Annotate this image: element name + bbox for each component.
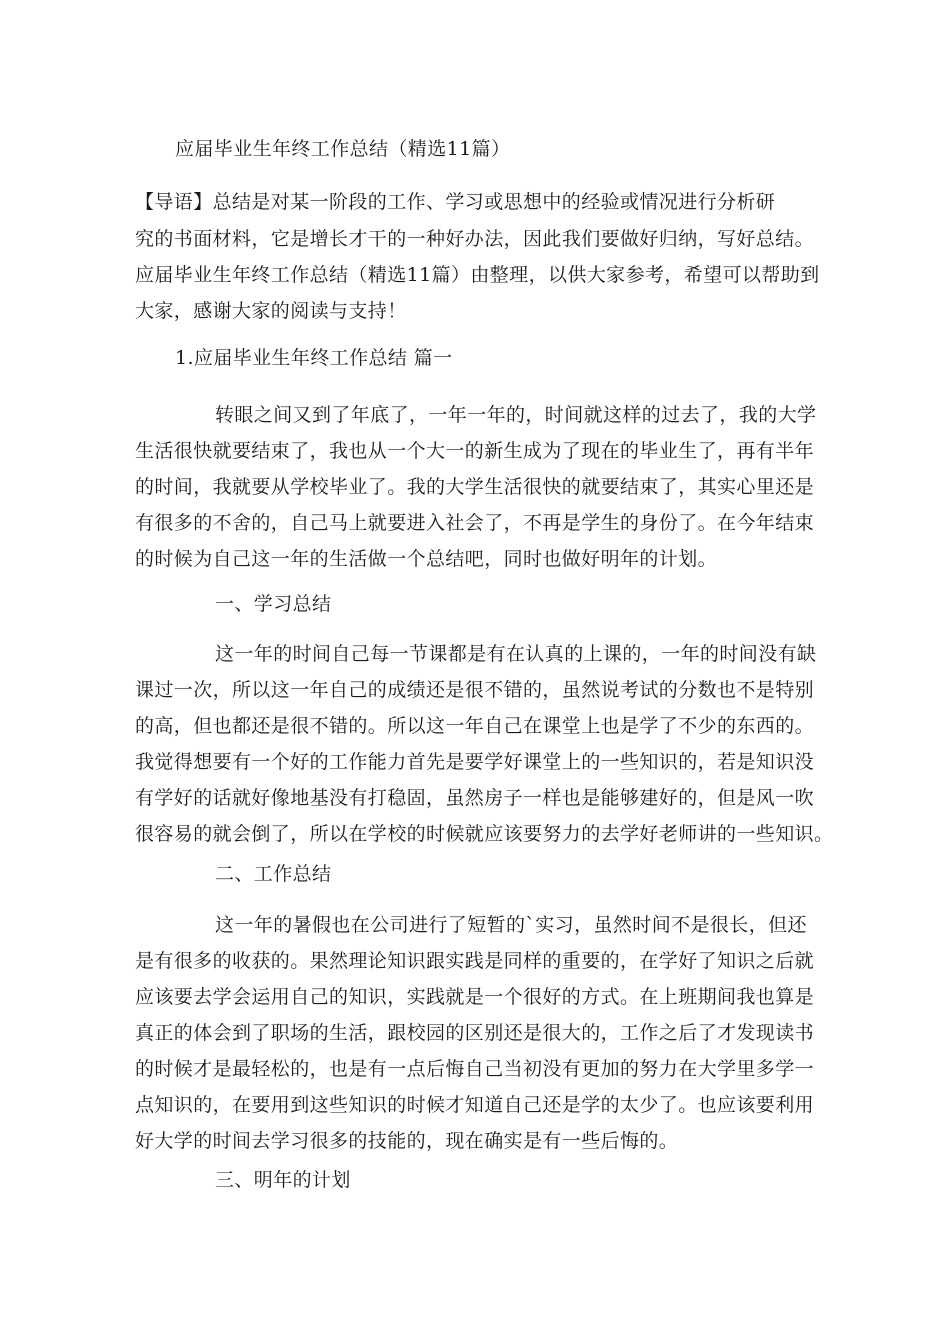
intro-line: 应届毕业生年终工作总结（精选11篇）由整理，以供大家参考，希望可以帮助到 <box>135 264 820 286</box>
paragraph-line: 生活很快就要结束了，我也从一个大一的新生成为了现在的毕业生了，再有半年 <box>135 440 815 462</box>
article-heading: 1.应届毕业生年终工作总结 篇一 <box>175 347 453 369</box>
section-heading-work: 二、工作总结 <box>215 863 332 885</box>
paragraph-line: 是有很多的收获的。果然理论知识跟实践是同样的重要的，在学好了知识之后就 <box>135 950 815 972</box>
paragraph-line: 这一年的时间自己每一节课都是有在认真的上课的，一年的时间没有缺 <box>215 643 817 665</box>
intro-line: 究的书面材料，它是增长才干的一种好办法，因此我们要做好归纳，写好总结。 <box>135 228 815 250</box>
paragraph-line: 的时候为自己这一年的生活做一个总结吧，同时也做好明年的计划。 <box>135 548 718 570</box>
paragraph-line: 课过一次，所以这一年自己的成绩还是很不错的，虽然说考试的分数也不是特别 <box>135 679 815 701</box>
document-title: 应届毕业生年终工作总结（精选11篇） <box>175 138 511 160</box>
intro-line: 【导语】总结是对某一阶段的工作、学习或思想中的经验或情况进行分析研 <box>135 191 776 213</box>
paragraph-line: 有学好的话就好像地基没有打稳固，虽然房子一样也是能够建好的，但是风一吹 <box>135 787 815 809</box>
paragraph-line: 真正的体会到了职场的生活，跟校园的区别还是很大的，工作之后了才发现读书 <box>135 1022 815 1044</box>
paragraph-line: 我觉得想要有一个好的工作能力首先是要学好课堂上的一些知识的，若是知识没 <box>135 751 815 773</box>
paragraph-line: 应该要去学会运用自己的知识，实践就是一个很好的方式。在上班期间我也算是 <box>135 986 815 1008</box>
intro-line: 大家，感谢大家的阅读与支持！ <box>135 300 407 322</box>
paragraph-line: 很容易的就会倒了，所以在学校的时候就应该要努力的去学好老师讲的一些知识。 <box>135 823 834 845</box>
paragraph-line: 的时间，我就要从学校毕业了。我的大学生活很快的就要结束了，其实心里还是 <box>135 476 815 498</box>
section-heading-plan: 三、明年的计划 <box>215 1169 351 1191</box>
section-heading-study: 一、学习总结 <box>215 593 332 615</box>
paragraph-line: 有很多的不舍的，自己马上就要进入社会了，不再是学生的身份了。在今年结束 <box>135 512 815 534</box>
paragraph-line: 的时候才是最轻松的，也是有一点后悔自己当初没有更加的努力在大学里多学一 <box>135 1058 815 1080</box>
paragraph-line: 这一年的暑假也在公司进行了短暂的`实习，虽然时间不是很长，但还 <box>215 914 807 936</box>
paragraph-line: 点知识的，在要用到这些知识的时候才知道自己还是学的太少了。也应该要利用 <box>135 1094 815 1116</box>
paragraph-line: 转眼之间又到了年底了，一年一年的，时间就这样的过去了，我的大学 <box>215 404 817 426</box>
paragraph-line: 好大学的时间去学习很多的技能的，现在确实是有一些后悔的。 <box>135 1130 679 1152</box>
paragraph-line: 的高，但也都还是很不错的。所以这一年自己在课堂上也是学了不少的东西的。 <box>135 715 815 737</box>
